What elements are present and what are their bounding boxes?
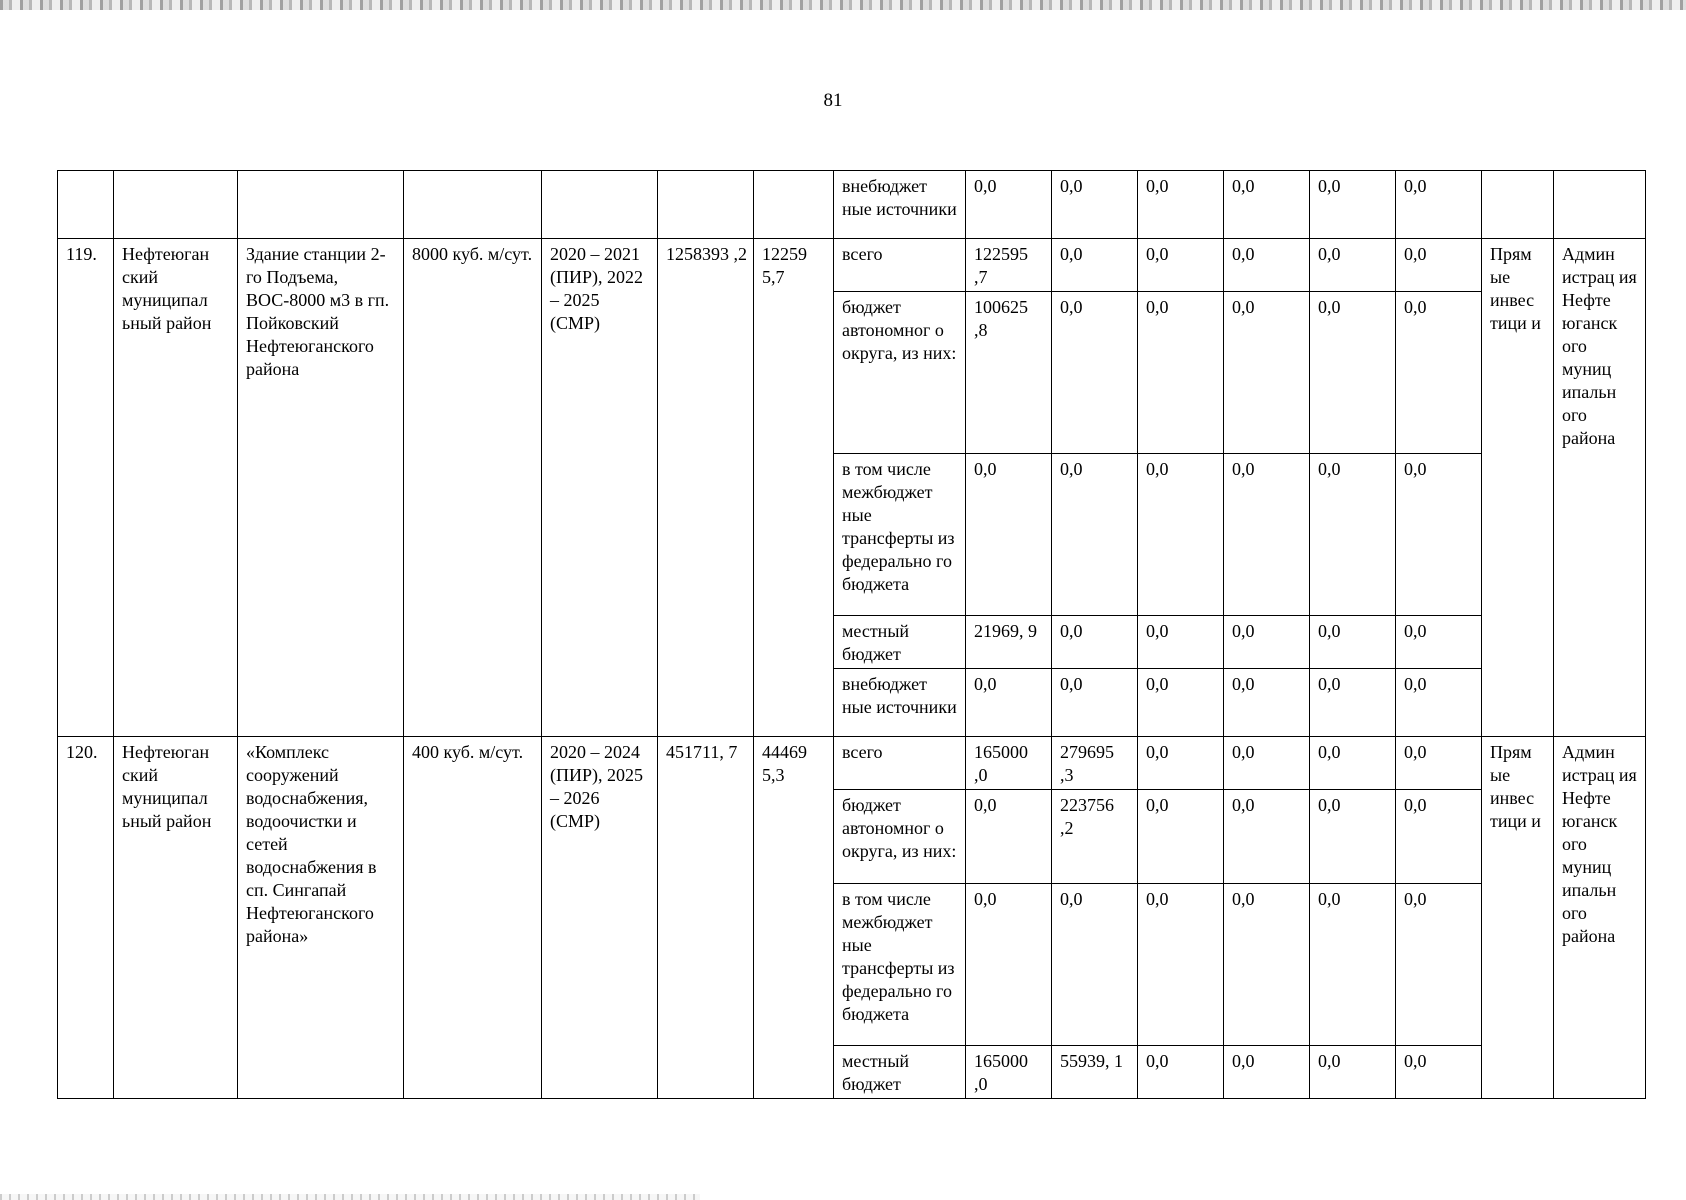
funding-source: бюджет автономног о округа, из них: [834,790,966,884]
scan-edge-top [0,0,1686,10]
capacity-cell: 400 куб. м/сут. [404,737,542,1099]
funding-value: 100625 ,8 [966,292,1052,454]
funding-source: всего [834,239,966,292]
funding-value: 0,0 [1052,239,1138,292]
page-number: 81 [823,90,843,111]
capacity-cell: 8000 куб. м/сут. [404,239,542,737]
empty-cell [1554,171,1646,239]
funding-value: 0,0 [1396,884,1482,1046]
funding-source: внебюджет ные источники [834,171,966,239]
funding-value: 0,0 [1396,669,1482,737]
funding-value: 0,0 [1396,171,1482,239]
funding-value: 0,0 [1138,171,1224,239]
funding-value: 0,0 [1224,616,1310,669]
funding-value: 0,0 [1396,616,1482,669]
object-name-cell: Здание станции 2-го Подъема, ВОС-8000 м3 в гп. Пойковский Нефтеюганского района [238,239,404,737]
funding-value: 0,0 [1052,454,1138,616]
funding-value: 122595 ,7 [966,239,1052,292]
funding-value: 279695 ,3 [1052,737,1138,790]
funding-value: 0,0 [1052,884,1138,1046]
funding-value: 0,0 [1138,737,1224,790]
remaining-cost-cell: 44469 5,3 [754,737,834,1099]
investment-table [57,170,1646,1099]
municipality-cell: Нефтеюган ский муниципал ьный район [114,737,238,1099]
funding-value: 0,0 [1224,454,1310,616]
funding-source: в том числе межбюджет ные трансферты из федерально го бюджета [834,454,966,616]
funding-value: 55939, 1 [1052,1046,1138,1099]
empty-cell [58,171,114,239]
municipality-cell: Нефтеюган ский муниципал ьный район [114,239,238,737]
funding-value: 223756 ,2 [1052,790,1138,884]
object-name-cell: «Комплекс сооружений водоснабжения, водоочистки и сетей водоснабжения в сп. Сингапай Нефтеюганского района» [238,737,404,1099]
table-row [58,171,1646,239]
funding-value: 0,0 [1310,616,1396,669]
funding-value: 0,0 [1138,884,1224,1046]
funding-value: 0,0 [1310,292,1396,454]
funding-value: 0,0 [966,790,1052,884]
funding-value: 0,0 [1138,1046,1224,1099]
empty-cell [404,171,542,239]
funding-value: 0,0 [1052,669,1138,737]
investment-type-cell: Прям ые инвес тици и [1482,737,1554,1099]
funding-source: внебюджет ные источники [834,669,966,737]
funding-value: 0,0 [1396,454,1482,616]
funding-source: бюджет автономног о округа, из них: [834,292,966,454]
funding-value: 0,0 [1138,616,1224,669]
responsible-cell: Админ истрац ия Нефте юганск ого муниц ипальн ого района [1554,737,1646,1099]
funding-value: 0,0 [1310,669,1396,737]
table-row [58,737,1646,790]
cost-cell: 451711, 7 [658,737,754,1099]
funding-value: 0,0 [1224,292,1310,454]
entry-number: 119. [58,239,114,737]
funding-value: 0,0 [1052,616,1138,669]
funding-value: 0,0 [1224,884,1310,1046]
empty-cell [542,171,658,239]
funding-value: 21969, 9 [966,616,1052,669]
funding-source: всего [834,737,966,790]
funding-value: 0,0 [1224,1046,1310,1099]
empty-cell [658,171,754,239]
funding-value: 0,0 [1138,292,1224,454]
funding-source: в том числе межбюджет ные трансферты из федерально го бюджета [834,884,966,1046]
funding-value: 165000 ,0 [966,1046,1052,1099]
table-row [58,239,1646,292]
funding-source: местный бюджет [834,616,966,669]
funding-value: 0,0 [1396,1046,1482,1099]
funding-value: 0,0 [1224,669,1310,737]
funding-value: 0,0 [1138,454,1224,616]
funding-value: 0,0 [1224,790,1310,884]
remaining-cost-cell: 12259 5,7 [754,239,834,737]
funding-value: 0,0 [1052,171,1138,239]
empty-cell [238,171,404,239]
period-cell: 2020 – 2024 (ПИР), 2025 – 2026 (СМР) [542,737,658,1099]
funding-value: 165000 ,0 [966,737,1052,790]
funding-value: 0,0 [1224,171,1310,239]
funding-value: 0,0 [1224,239,1310,292]
cost-cell: 1258393 ,2 [658,239,754,737]
empty-cell [1482,171,1554,239]
funding-value: 0,0 [966,884,1052,1046]
entry-number: 120. [58,737,114,1099]
funding-value: 0,0 [1224,737,1310,790]
funding-value: 0,0 [1310,1046,1396,1099]
funding-value: 0,0 [1138,669,1224,737]
funding-value: 0,0 [966,171,1052,239]
investment-type-cell: Прям ые инвес тици и [1482,239,1554,737]
funding-value: 0,0 [1310,884,1396,1046]
funding-value: 0,0 [1396,737,1482,790]
funding-value: 0,0 [1310,171,1396,239]
funding-value: 0,0 [1396,790,1482,884]
funding-value: 0,0 [966,454,1052,616]
funding-value: 0,0 [1396,239,1482,292]
period-cell: 2020 – 2021 (ПИР), 2022 – 2025 (СМР) [542,239,658,737]
funding-value: 0,0 [1052,292,1138,454]
funding-value: 0,0 [1310,454,1396,616]
funding-value: 0,0 [1138,790,1224,884]
funding-value: 0,0 [1396,292,1482,454]
funding-value: 0,0 [966,669,1052,737]
funding-value: 0,0 [1310,790,1396,884]
empty-cell [754,171,834,239]
funding-value: 0,0 [1138,239,1224,292]
funding-source: местный бюджет [834,1046,966,1099]
empty-cell [114,171,238,239]
scan-edge-bottom [0,1194,700,1200]
funding-value: 0,0 [1310,239,1396,292]
responsible-cell: Админ истрац ия Нефте юганск ого муниц ипальн ого района [1554,239,1646,737]
funding-value: 0,0 [1310,737,1396,790]
